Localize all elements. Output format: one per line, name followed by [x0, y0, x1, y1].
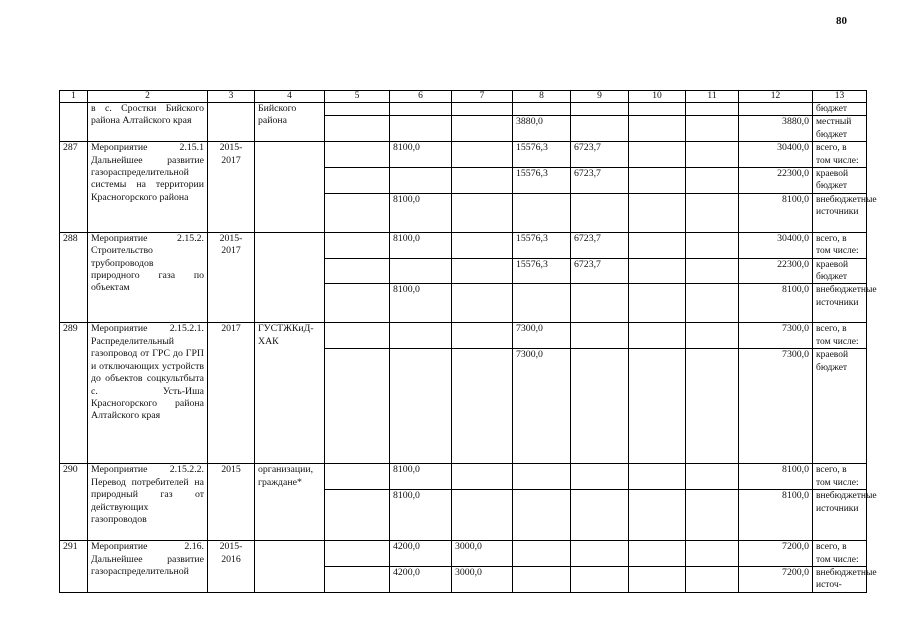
years-cell: 2015-2017	[208, 142, 255, 233]
value-cell: 4200,0	[390, 566, 452, 592]
total-cell: 22300,0	[739, 258, 813, 284]
header-cell: 4	[255, 91, 325, 103]
header-row	[60, 91, 867, 103]
value-cell	[629, 464, 686, 490]
value-cell	[390, 323, 452, 349]
value-cell	[325, 142, 390, 168]
value-cell	[686, 284, 739, 323]
value-cell: 15576,3	[513, 258, 571, 284]
value-cell	[452, 193, 513, 232]
header-cell: 10	[629, 91, 686, 103]
value-cell: 8100,0	[390, 232, 452, 258]
value-cell	[325, 116, 390, 142]
row-number-cell: 290	[60, 464, 88, 541]
value-cell: 6723,7	[571, 258, 629, 284]
value-cell	[452, 168, 513, 194]
measure-name-cell: Мероприятие 2.15.1 Дальнейшее развитие газораспределительной системы на территории Красногорского района	[88, 142, 208, 233]
funding-source-cell: краевой бюджет	[813, 349, 867, 464]
header-cell: 8	[513, 91, 571, 103]
value-cell	[325, 258, 390, 284]
executor-cell	[255, 142, 325, 233]
years-cell: 2015-2016	[208, 541, 255, 593]
value-cell	[452, 258, 513, 284]
funding-source-cell: всего, в том числе:	[813, 142, 867, 168]
value-cell	[686, 258, 739, 284]
value-cell	[629, 232, 686, 258]
funding-source-cell: местный бюджет	[813, 116, 867, 142]
value-cell	[686, 349, 739, 464]
value-cell	[629, 323, 686, 349]
value-cell	[686, 193, 739, 232]
row-number-cell	[60, 103, 88, 142]
value-cell	[571, 284, 629, 323]
value-cell: 6723,7	[571, 168, 629, 194]
value-cell	[513, 464, 571, 490]
value-cell: 3000,0	[452, 541, 513, 567]
value-cell	[325, 284, 390, 323]
value-cell	[686, 566, 739, 592]
value-cell	[629, 258, 686, 284]
value-cell: 6723,7	[571, 232, 629, 258]
value-cell: 8100,0	[390, 284, 452, 323]
value-cell	[513, 541, 571, 567]
value-cell	[571, 103, 629, 116]
value-cell	[686, 490, 739, 541]
header-cell: 13	[813, 91, 867, 103]
value-cell: 4200,0	[390, 541, 452, 567]
value-cell: 6723,7	[571, 142, 629, 168]
header-cell: 9	[571, 91, 629, 103]
value-cell	[325, 464, 390, 490]
value-cell	[571, 464, 629, 490]
value-cell: 8100,0	[390, 490, 452, 541]
value-cell: 7300,0	[513, 323, 571, 349]
funding-source-cell: всего, в том числе:	[813, 323, 867, 349]
total-cell: 22300,0	[739, 168, 813, 194]
value-cell	[686, 232, 739, 258]
total-cell: 8100,0	[739, 284, 813, 323]
measure-name-cell: Мероприятие 2.15.2.2. Перевод потребителей на природный газ от действующих газопроводов	[88, 464, 208, 541]
years-cell: 2015-2017	[208, 232, 255, 323]
value-cell	[452, 464, 513, 490]
value-cell	[513, 566, 571, 592]
funding-source-cell: внебюджетные источники	[813, 490, 867, 541]
value-cell	[571, 566, 629, 592]
years-cell	[208, 103, 255, 142]
header-cell: 3	[208, 91, 255, 103]
value-cell	[325, 193, 390, 232]
value-cell	[686, 103, 739, 116]
years-cell: 2015	[208, 464, 255, 541]
row-number-cell: 287	[60, 142, 88, 233]
value-cell	[739, 103, 813, 116]
executor-cell: Бийского района	[255, 103, 325, 142]
value-cell	[325, 566, 390, 592]
page-number: 80	[836, 15, 847, 27]
value-cell	[629, 349, 686, 464]
table-row	[60, 232, 867, 258]
value-cell	[513, 103, 571, 116]
value-cell	[629, 168, 686, 194]
value-cell	[686, 142, 739, 168]
funding-source-cell: бюджет	[813, 103, 867, 116]
value-cell	[390, 103, 452, 116]
header-cell: 12	[739, 91, 813, 103]
funding-source-cell: краевой бюджет	[813, 258, 867, 284]
value-cell: 15576,3	[513, 232, 571, 258]
value-cell	[390, 116, 452, 142]
value-cell	[629, 566, 686, 592]
value-cell	[629, 142, 686, 168]
header-cell: 6	[390, 91, 452, 103]
executor-cell: ГУСТЖКиД-ХАК	[255, 323, 325, 464]
value-cell	[571, 323, 629, 349]
value-cell	[571, 541, 629, 567]
value-cell	[452, 142, 513, 168]
table-row	[60, 541, 867, 567]
value-cell	[686, 464, 739, 490]
total-cell: 7200,0	[739, 566, 813, 592]
value-cell	[571, 349, 629, 464]
value-cell: 3000,0	[452, 566, 513, 592]
measure-name-cell: Мероприятие 2.16. Дальнейшее развитие газораспределительной	[88, 541, 208, 593]
value-cell	[452, 323, 513, 349]
value-cell	[571, 490, 629, 541]
value-cell	[629, 284, 686, 323]
program-table	[59, 90, 877, 593]
value-cell: 3880,0	[513, 116, 571, 142]
header-cell: 11	[686, 91, 739, 103]
value-cell: 7300,0	[513, 349, 571, 464]
table-row	[60, 103, 867, 116]
header-cell: 7	[452, 91, 513, 103]
value-cell	[629, 116, 686, 142]
table-row	[60, 464, 867, 490]
value-cell	[325, 349, 390, 464]
total-cell: 30400,0	[739, 142, 813, 168]
value-cell	[686, 116, 739, 142]
funding-source-cell: всего, в том числе:	[813, 464, 867, 490]
value-cell: 8100,0	[390, 193, 452, 232]
value-cell	[325, 490, 390, 541]
funding-source-cell: всего, в том числе:	[813, 232, 867, 258]
value-cell	[571, 193, 629, 232]
total-cell: 8100,0	[739, 464, 813, 490]
value-cell	[513, 284, 571, 323]
table-row	[60, 142, 867, 168]
total-cell: 8100,0	[739, 193, 813, 232]
measure-name-cell: в с. Сростки Бийского района Алтайского края	[88, 103, 208, 142]
value-cell	[629, 103, 686, 116]
value-cell: 8100,0	[390, 142, 452, 168]
header-cell: 5	[325, 91, 390, 103]
value-cell	[686, 168, 739, 194]
value-cell: 8100,0	[390, 464, 452, 490]
value-cell	[325, 541, 390, 567]
value-cell	[629, 193, 686, 232]
funding-source-cell: внебюджетные источники	[813, 193, 867, 232]
executor-cell	[255, 541, 325, 593]
total-cell: 3880,0	[739, 116, 813, 142]
total-cell: 7300,0	[739, 349, 813, 464]
value-cell	[325, 168, 390, 194]
header-cell: 2	[88, 91, 208, 103]
row-number-cell: 288	[60, 232, 88, 323]
value-cell	[452, 284, 513, 323]
funding-source-cell: внебюджетные источники	[813, 284, 867, 323]
funding-source-cell: внебюджетные источ-	[813, 566, 867, 592]
value-cell	[452, 116, 513, 142]
years-cell: 2017	[208, 323, 255, 464]
value-cell	[325, 103, 390, 116]
value-cell	[325, 323, 390, 349]
measure-name-cell: Мероприятие 2.15.2. Строительство трубопроводов природного газа по объектам	[88, 232, 208, 323]
value-cell	[452, 490, 513, 541]
total-cell: 7200,0	[739, 541, 813, 567]
value-cell	[325, 232, 390, 258]
total-cell: 7300,0	[739, 323, 813, 349]
funding-source-cell: краевой бюджет	[813, 168, 867, 194]
value-cell	[390, 258, 452, 284]
value-cell	[452, 103, 513, 116]
value-cell	[686, 323, 739, 349]
value-cell	[452, 232, 513, 258]
total-cell: 30400,0	[739, 232, 813, 258]
value-cell	[686, 541, 739, 567]
value-cell	[390, 349, 452, 464]
row-number-cell: 289	[60, 323, 88, 464]
value-cell	[452, 349, 513, 464]
measure-name-cell: Мероприятие 2.15.2.1. Распределительный газопровод от ГРС до ГРП и отключающих устройств до объектов соцкультбыта с. Усть-Иша Красногорского района Алтайского края	[88, 323, 208, 464]
value-cell	[513, 490, 571, 541]
value-cell	[629, 490, 686, 541]
value-cell: 15576,3	[513, 142, 571, 168]
header-cell: 1	[60, 91, 88, 103]
executor-cell	[255, 232, 325, 323]
value-cell	[390, 168, 452, 194]
value-cell	[629, 541, 686, 567]
value-cell	[513, 193, 571, 232]
executor-cell: организации, граждане*	[255, 464, 325, 541]
funding-source-cell: всего, в том числе:	[813, 541, 867, 567]
table-row	[60, 323, 867, 349]
total-cell: 8100,0	[739, 490, 813, 541]
value-cell	[571, 116, 629, 142]
row-number-cell: 291	[60, 541, 88, 593]
value-cell: 15576,3	[513, 168, 571, 194]
